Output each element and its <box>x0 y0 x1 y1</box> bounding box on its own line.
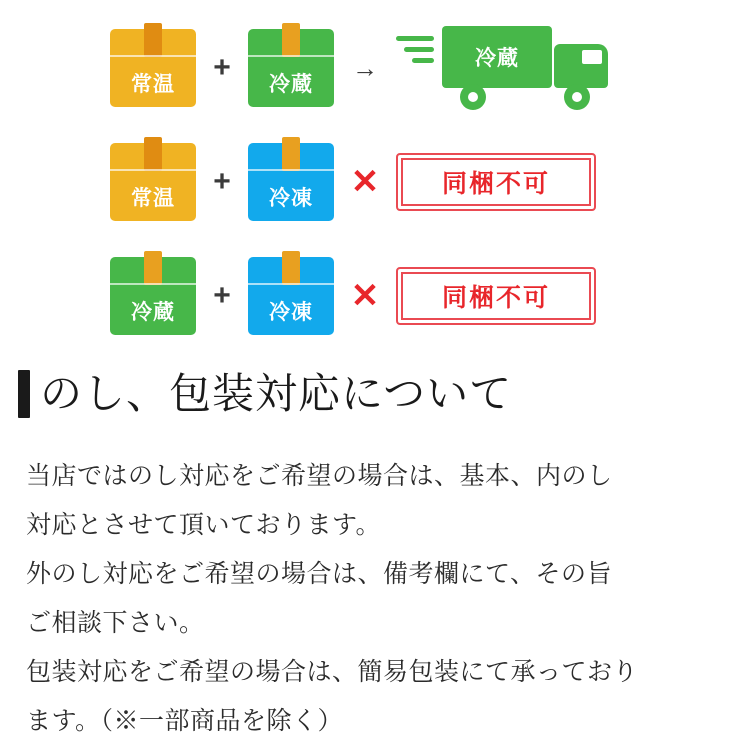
arrow-right-icon: → <box>352 53 378 83</box>
box-label: 冷蔵 <box>131 301 175 324</box>
box-lid-line <box>110 169 196 171</box>
page-title: のし、包装対応について <box>40 370 513 417</box>
plus-icon: + <box>213 165 231 198</box>
box-tape-icon <box>282 23 300 57</box>
box-lid-line <box>248 169 334 171</box>
box-label: 常温 <box>131 187 175 210</box>
body-line: ご相談下さい。 <box>26 609 205 637</box>
truck-wheel <box>460 84 486 110</box>
delivery-truck-icon <box>396 22 626 114</box>
shipping-combination-matrix <box>0 0 750 358</box>
section-heading <box>18 370 512 418</box>
box-frozen <box>248 257 334 335</box>
truck-cab <box>554 44 608 88</box>
box-lid-line <box>248 55 334 57</box>
cross-mark-icon: ✕ <box>350 163 380 201</box>
heading-accent-bar <box>18 370 30 418</box>
box-label: 冷凍 <box>269 301 313 324</box>
truck-label: 冷蔵 <box>475 47 519 70</box>
body-line: 当店ではのし対応をご希望の場合は、基本、内のし <box>26 462 613 490</box>
not-allowed-stamp <box>396 153 596 211</box>
stamp-label: 同梱不可 <box>441 170 550 198</box>
plus-icon: + <box>213 279 231 312</box>
box-tape-icon <box>144 251 162 285</box>
cross-mark-icon: ✕ <box>350 277 380 315</box>
plus-icon: + <box>213 51 231 84</box>
box-label: 冷蔵 <box>269 73 313 96</box>
box-normal-temperature <box>110 143 196 221</box>
body-line: 対応とさせて頂いております。 <box>26 511 382 539</box>
body-line: 外のし対応をご希望の場合は、備考欄にて、その旨 <box>26 560 613 588</box>
box-tape-icon <box>282 137 300 171</box>
matrix-row <box>110 246 680 346</box>
speed-lines-icon <box>396 36 436 69</box>
box-lid-line <box>110 55 196 57</box>
body-line: ます。（※一部商品を除く） <box>26 707 344 735</box>
matrix-row <box>110 132 680 232</box>
box-lid-line <box>248 283 334 285</box>
box-label: 常温 <box>131 73 175 96</box>
not-allowed-stamp <box>396 267 596 325</box>
box-chilled <box>248 29 334 107</box>
box-normal-temperature <box>110 29 196 107</box>
box-tape-icon <box>282 251 300 285</box>
box-label: 冷凍 <box>269 187 313 210</box>
box-chilled <box>110 257 196 335</box>
body-text-block <box>26 455 726 749</box>
box-tape-icon <box>144 23 162 57</box>
body-line: 包装対応をご希望の場合は、簡易包装にて承っており <box>26 658 639 686</box>
stamp-label: 同梱不可 <box>441 284 550 312</box>
box-frozen <box>248 143 334 221</box>
box-tape-icon <box>144 137 162 171</box>
truck-cargo <box>442 26 552 88</box>
matrix-row <box>110 18 680 118</box>
truck-wheel <box>564 84 590 110</box>
box-lid-line <box>110 283 196 285</box>
